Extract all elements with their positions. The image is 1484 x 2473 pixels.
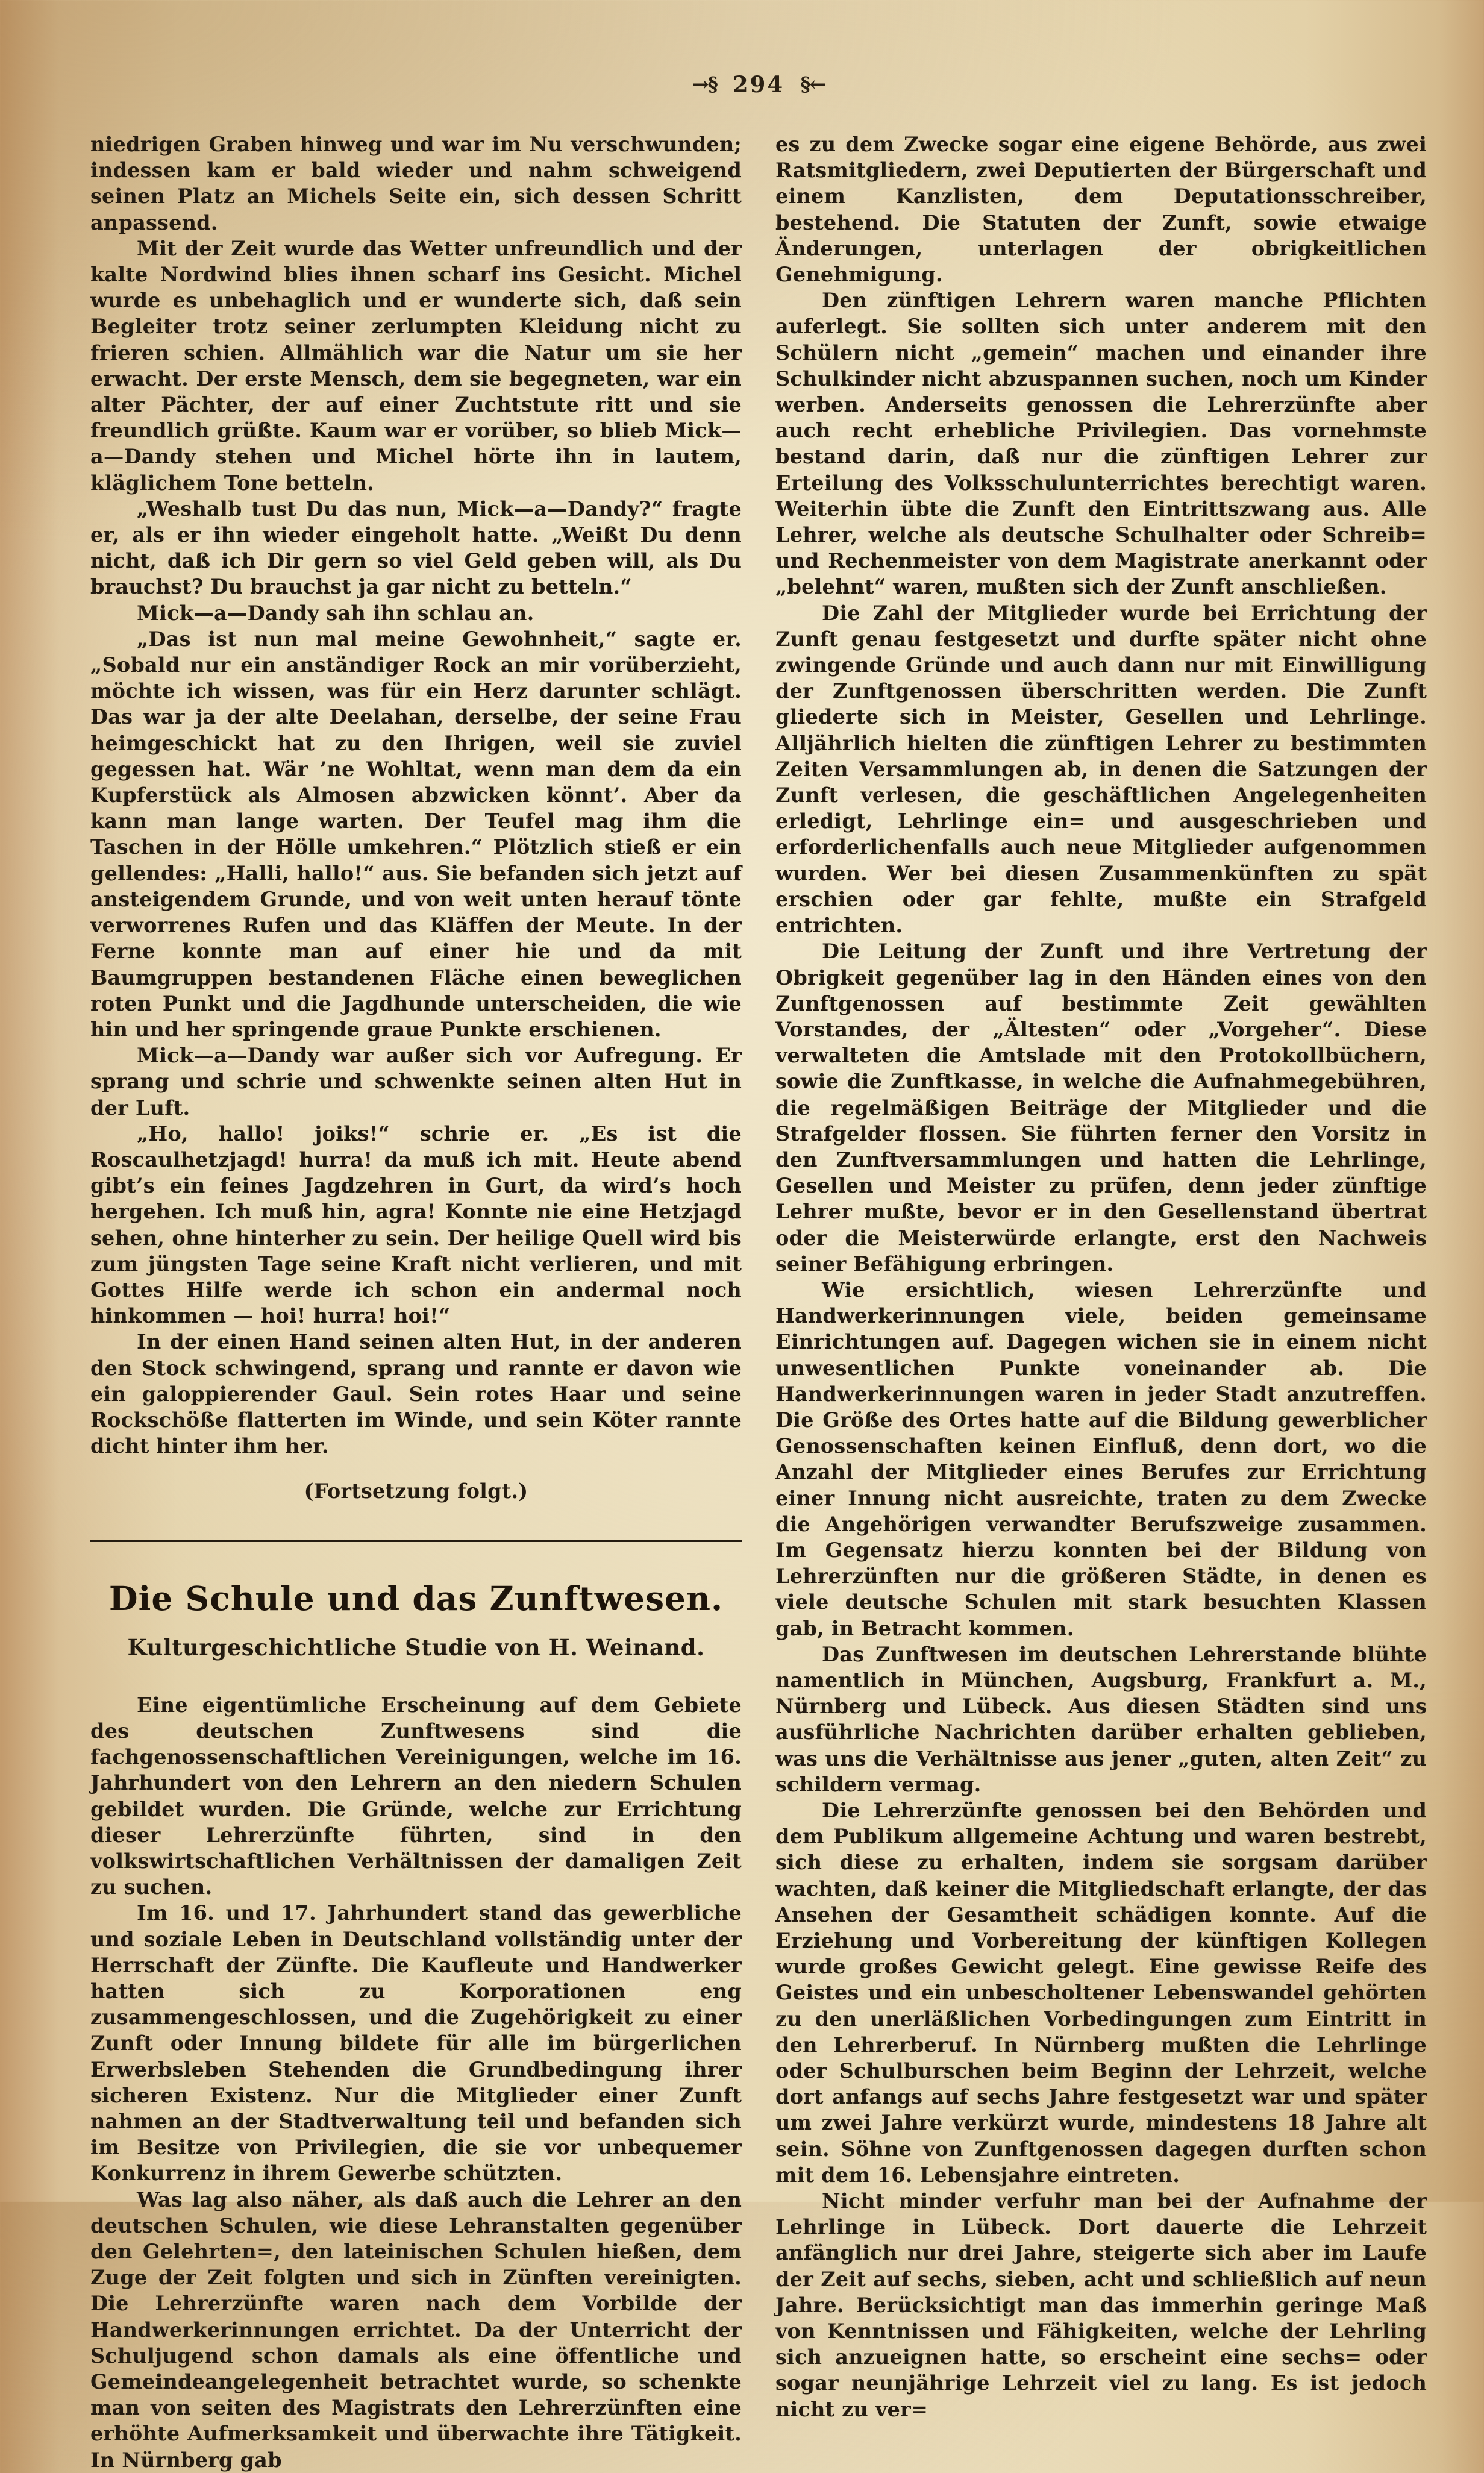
paragraph: In der einen Hand seinen alten Hut, in der anderen den Stock schwingend, sprang und rannte er davon wie ein galoppierender Gaul. Sein rotes Haar und seine Rockschöße flatterten im Winde, und sein Köter rannte dicht hinter ihm her. [90,1330,742,1458]
page-header [90,71,1427,98]
article-body-right [775,131,1427,2422]
paragraph: Wie ersichtlich, wiesen Lehrerzünfte und Handwerkerinnungen viele, beiden gemeinsame Einrichtungen auf. Dagegen wichen sie in einem nicht unwesentlichen Punkte voneinander ab. Die Handwerkerinnungen waren in jeder Stadt anzutreffen. Die Größe des Ortes hatte auf die Bildung gewerblicher Genossenschaften keinen Einfluß, denn dort, wo die Anzahl der Mitglieder eines Berufes zur Errichtung einer Innung nicht ausreichte, traten zu dem Zwecke die Angehörigen verwandter Berufszweige zusammen. Im Gegensatz hierzu konnten bei der Bildung von Lehrerzünften nur die größeren Städte, in denen es viele deutsche Schulen mit stark besuchten Klassen gab, in Betracht kommen. [775,1277,1427,1640]
columns [90,131,1427,2473]
article-subtitle: Kulturgeschichtliche Studie von H. Weinand. [127,1634,705,1661]
paragraph: es zu dem Zwecke sogar eine eigene Behörde, aus zwei Ratsmitgliedern, zwei Deputierten der Bürgerschaft und einem Kanzlisten, dem Deputationsschreiber, bestehend. Die Statuten der Zunft, sowie etwaige Änderungen, unterlagen der obrigkeitlichen Genehmigung. [775,133,1427,287]
header-ornament-right-icon: §← [800,72,825,96]
article-body-left [90,1692,742,2473]
paragraph: Mick—a—Dandy war außer sich vor Aufregung. Er sprang und schrie und schwenkte seinen alten Hut in der Luft. [90,1044,742,1120]
header-ornament-left-icon: →§ [692,72,717,96]
paragraph: „Das ist nun mal meine Gewohnheit,“ sagte er. „Sobald nur ein anständiger Rock an mir vorüberzieht, möchte ich wissen, was für ein Herz darunter schlägt. Das war ja der alte Deelahan, derselbe, der seine Frau heimgeschickt hat zu den Ihrigen, weil sie zuviel gegessen hat. Wär ’ne Wohltat, wenn man dem da ein Kupferstück als Almosen abzwicken könnt’. Aber da kann man lange warten. Der Teufel mag ihm die Taschen in der Hölle umkehren.“ Plötzlich stieß er ein gellendes: „Halli, hallo!“ aus. Sie befanden sich jetzt auf ansteigendem Grunde, und von weit unten herauf tönte verworrenes Rufen und das Kläffen der Meute. In der Ferne konnte man auf einer hie und da mit Baumgruppen bestandenen Fläche einen beweglichen roten Punkt und die Jagdhunde unterscheiden, die wie hin und her springende graue Punkte erschienen. [90,627,742,1041]
right-column [775,131,1427,2422]
article-title: Die Schule und das Zunftwesen. [108,1578,724,1618]
paragraph: Die Zahl der Mitglieder wurde bei Errichtung der Zunft genau festgesetzt und durfte später nicht ohne zwingende Gründe und auch dann nur mit Einwilligung der Zunftgenossen überschritten werden. Die Zunft gliederte sich in Meister, Gesellen und Lehrlinge. Alljährlich hielten die zünftigen Lehrer zu bestimmten Zeiten Versammlungen ab, in denen die Satzungen der Zunft verlesen, die geschäftlichen Angelegenheiten erledigt, Lehrlinge ein= und ausgeschrieben und erforderlichenfalls auch neue Mitglieder aufgenommen wurden. Wer bei diesen Zusammenkünften zu spät erschien oder gar fehlte, mußte ein Strafgeld entrichten. [775,601,1427,938]
paragraph: Die Leitung der Zunft und ihre Vertretung der Obrigkeit gegenüber lag in den Händen eines von den Zunftgenossen auf bestimmte Zeit gewählten Vorstandes, der „Ältesten“ oder „Vorgeher“. Diese verwalteten die Amtslade mit den Protokollbüchern, sowie die Zunftkasse, in welche die Aufnahmegebühren, die regelmäßigen Beiträge der Mitglieder und die Strafgelder flossen. Sie führten ferner den Vorsitz in den Zunftversammlungen und hatten die Lehrlinge, Gesellen und Meister zu prüfen, denn jeder zünftige Lehrer mußte, bevor er in den Gesellenstand übertrat oder die Meisterwürde erlangte, erst den Nachweis seiner Befähigung erbringen. [775,939,1427,1276]
story-section [90,131,742,1459]
paragraph: niedrigen Graben hinweg und war im Nu verschwunden; indessen kam er bald wieder und nahm schweigend seinen Platz an Michels Seite ein, sich dessen Schritt anpassend. [90,133,742,234]
paragraph: Die Lehrerzünfte genossen bei den Behörden und dem Publikum allgemeine Achtung und waren bestrebt, sich diese zu erhalten, indem sie sorgsam darüber wachten, daß keiner die Mitgliedschaft erlangte, der das Ansehen der Gesamtheit schädigen konnte. Auf die Erziehung und Vorbereitung der künftigen Kollegen wurde großes Gewicht gelegt. Eine gewisse Reife des Geistes und ein unbescholtener Lebenswandel gehörten zu den unerläßlichen Vorbedingungen zum Eintritt in den Lehrerberuf. In Nürnberg mußten die Lehrlinge oder Schulburschen beim Beginn der Lehrzeit, welche dort anfangs auf sechs Jahre festgesetzt war und später um zwei Jahre verkürzt wurde, mindestens 18 Jahre alt sein. Söhne von Zunftgenossen dagegen durften schon mit dem 16. Lebensjahre eintreten. [775,1799,1427,2187]
paragraph: Den zünftigen Lehrern waren manche Pflichten auferlegt. Sie sollten sich unter anderem mit den Schülern nicht „gemein“ machen und einander ihre Schulkinder nicht abzuspannen suchen, noch um Kinder werben. Anderseits genossen die Lehrerzünfte aber auch recht erhebliche Privilegien. Das vornehmste bestand darin, daß nur die zünftigen Lehrer zur Erteilung des Volksschulunterrichtes berechtigt waren. Weiterhin übte die Zunft den Eintrittszwang aus. Alle Lehrer, welche als deutsche Schulhalter oder Schreib= und Rechenmeister von dem Magistrate anerkannt oder „belehnt“ waren, mußten sich der Zunft anschließen. [775,289,1427,599]
paragraph: „Ho, hallo! joiks!“ schrie er. „Es ist die Roscaulhetzjagd! hurra! da muß ich mit. Heute abend gibt’s ein feines Jagdzehren in Gurt, da wird’s hoch hergehen. Ich muß hin, agra! Konnte nie eine Hetzjagd sehen, ohne hinterher zu sein. Der heilige Quell wird bis zum jüngsten Tage seine Kraft nicht verlieren, und mit Gottes Hilfe werde ich schon ein andermal noch hinkommen — hoi! hurra! hoi!“ [90,1121,742,1328]
paragraph: Nicht minder verfuhr man bei der Aufnahme der Lehrlinge in Lübeck. Dort dauerte die Lehrzeit anfänglich nur drei Jahre, steigerte sich aber im Laufe der Zeit auf sechs, sieben, acht und schließlich auf neun Jahre. Berücksichtigt man das immerhin geringe Maß von Kenntnissen und Fähigkeiten, welche der Lehrling sich anzueignen hatte, so erscheint eine sechs= oder sogar neunjährige Lehrzeit viel zu lang. Es ist jedoch nicht zu ver= [775,2189,1427,2421]
left-column [90,131,742,2473]
continuation-note: (Fortsetzung folgt.) [304,1479,528,1503]
paragraph: Mick—a—Dandy sah ihn schlau an. [137,601,534,625]
paragraph: Im 16. und 17. Jahrhundert stand das gewerbliche und soziale Leben in Deutschland vollständig unter der Herrschaft der Zünfte. Die Kaufleute und Handwerker hatten sich zu Korporationen eng zusammengeschlossen, und die Zugehörigkeit zu einer Zunft oder Innung bildete für alle im bürgerlichen Erwerbsleben Stehenden die Grundbedingung ihrer sicheren Existenz. Nur die Mitglieder einer Zunft nahmen an der Stadtverwaltung teil und befanden sich im Besitze von Privilegien, die sie vor unbequemer Konkurrenz in ihrem Gewerbe schützten. [90,1901,742,2186]
paragraph: Was lag also näher, als daß auch die Lehrer an den deutschen Schulen, wie diese Lehranstalten gegenüber den Gelehrten=, den lateinischen Schulen hießen, dem Zuge der Zeit folgten und sich in Zünften vereinigten. Die Lehrerzünfte waren nach dem Vorbilde der Handwerkerinnungen errichtet. Da der Unterricht der Schuljugend schon damals als eine öffentliche und Gemeindeangelegenheit betrachtet wurde, so schenkte man von seiten des Magistrats den Lehrerzünften eine erhöhte Aufmerksamkeit und überwachte ihre Tätigkeit. In Nürnberg gab [90,2187,742,2472]
paragraph: „Weshalb tust Du das nun, Mick—a—Dandy?“ fragte er, als er ihn wieder eingeholt hatte. „Weißt Du denn nicht, daß ich Dir gern so viel Geld geben will, als Du brauchst? Du brauchst ja gar nicht zu betteln.“ [90,497,742,599]
paragraph: Eine eigentümliche Erscheinung auf dem Gebiete des deutschen Zunftwesens sind die fachgenossenschaftlichen Vereinigungen, welche im 16. Jahrhundert von den Lehrern an den niedern Schulen gebildet wurden. Die Gründe, welche zur Errichtung dieser Lehrerzünfte führten, sind in den volkswirtschaftlichen Verhältnissen der damaligen Zeit zu suchen. [90,1693,742,1899]
paragraph: Das Zunftwesen im deutschen Lehrerstande blühte namentlich in München, Augsburg, Frankfurt a. M., Nürnberg und Lübeck. Aus diesen Städten sind uns ausführliche Nachrichten darüber erhalten geblieben, was uns die Verhältnisse aus jener „guten, alten Zeit“ zu schildern vermag. [775,1642,1427,1796]
paragraph: Mit der Zeit wurde das Wetter unfreundlich und der kalte Nordwind blies ihnen scharf ins Gesicht. Michel wurde es unbehaglich und er wunderte sich, daß sein Begleiter trotz seiner zerlumpten Kleidung nicht zu frieren schien. Allmählich war die Natur um sie her erwacht. Der erste Mensch, dem sie begegneten, war ein alter Pächter, der auf einer Zuchtstute ritt und sie freundlich grüßte. Kaum war er vorüber, so blieb Mick—a—Dandy stehen und Michel hörte ihn in lautem, kläglichem Tone betteln. [90,236,742,495]
page-inner [90,71,1427,2472]
section-divider [90,1540,742,1542]
page-number: 294 [732,71,785,98]
